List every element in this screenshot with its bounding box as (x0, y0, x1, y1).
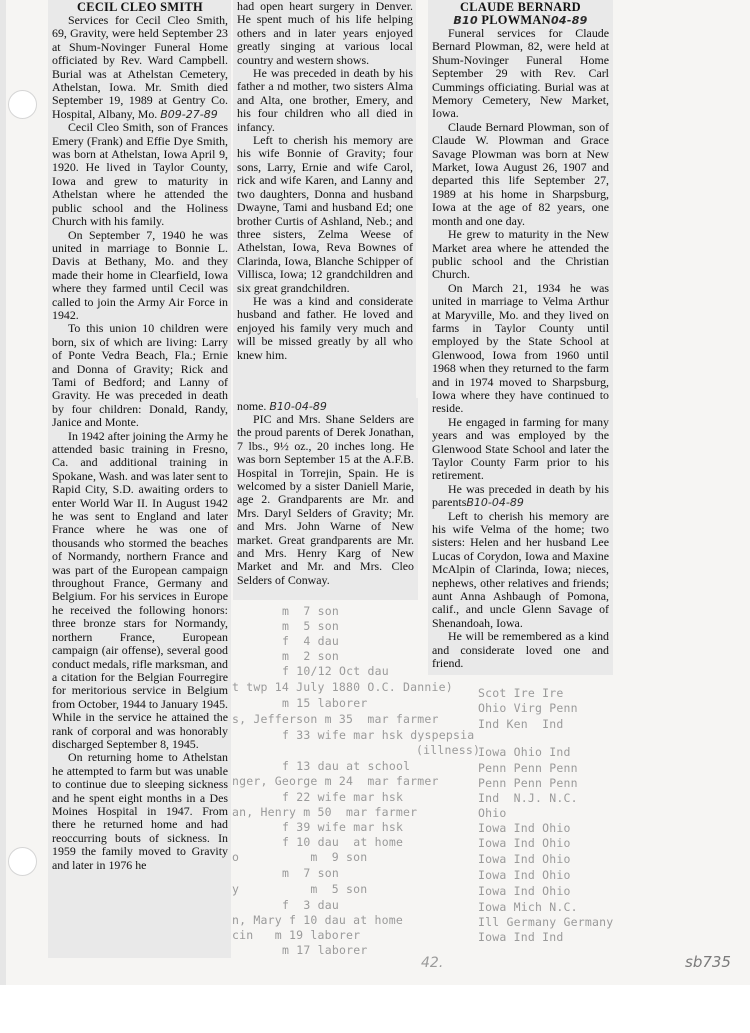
surname-text: PLOWMAN (481, 13, 551, 27)
announcement-paragraph: PIC and Mrs. Shane Selders are the proud parents of Derek Jonathan, 7 lbs., 9½ oz., 20 inches long. He was born September 15 at the A.F.B. Hospital in Torrejin, Spain. He is welcomed by a sister Daniell Marie, age 2. Grandparents are Mr. and Mrs. Daryl Selders of Gravity; Mr. and Mrs. John Warne of New market. Great grandparents are Mr. and Mrs. Henry Karg of New Market and Mr. and Mrs. Cleo Selders of Conway. (237, 412, 414, 587)
census-line: f 4 dau (282, 634, 339, 648)
obituary-paragraph: Left to cherish his memory are his wife Bonnie of Gravity; four sons, Larry, Ernie and wife Carol, rick and wife Karen, and Lanny and two daughters, Donna and husband Dwayne, Tami and husband Ed; one brother Curtis of Ashland, Neb.; and three sisters, Zelma Weese of Athelstan, Iowa, Reva Bownes of Clarinda, Iowa, Blanche Schipper of Villisca, Iowa; 12 grandchildren and six great grandchildren. (237, 133, 413, 295)
census-birthplace: Iowa Ind Ohio (478, 852, 571, 866)
obituary-paragraph: Cecil Cleo Smith, son of Frances Emery (Frank) and Effie Dye Smith, was born at Athelstan, Iowa April 9, 1920. He lived in Taylor County, Iowa and grew to maturity in Athelstan where he attended the public school and the Holiness Church with his family. (52, 120, 228, 229)
census-birthplace: Penn Penn Penn (478, 761, 578, 775)
obituary-paragraph: He will be remembered as a kind and considerate loved one and friend. (432, 629, 609, 671)
census-line: f 13 dau at school (282, 759, 411, 773)
census-birthplace: Iowa Ind Ohio (478, 821, 571, 835)
census-birthplace: Iowa Ind Ohio (478, 836, 571, 850)
obituary-paragraph: On March 21, 1934 he was united in marriage to Velma Arthur at Maryville, Mo. and they lived on farms in Taylor County until employed by the State School at Glenwood, Iowa from 1960 until 1968 when they returned to the farm and in 1974 moved to Sharpsburg, Iowa where they have continued to reside. (432, 280, 609, 416)
census-birthplace: Scot Ire Ire (478, 686, 564, 700)
census-line: m 7 son (282, 604, 339, 618)
obituary-paragraph: Claude Bernard Plowman, son of Claude W. Plowman and Grace Savage Plowman was born at New Market, Iowa August 26, 1907 and departed this life September 27, 1989 at his home in Sharpsburg, Iowa at the age of 82 years, one month and one day. (432, 119, 609, 228)
obituary-paragraph: In 1942 after joining the Army he attended basic training in Fresno, Ca. and additional training in Spokane, Wash. and was later sent to Rapid City, S.D. awaiting orders to enter World War II. In August 1942 he was sent to England and later France where he was one of thousands who stormed the beaches of Normandy, northern France and was part of the European campaign throughout France, Germany and Belgium. For his services in Europe he received the following honors: three bronze stars for Normandy, northern France, European campaign (air offense), several good conduct medals, rifle marksman, and a citation for the Belgian Fourregire for meritorious service in Belgium from October, 1944 to January 1945. While in the service he attained the rank of corporal and was honorably discharged September 8, 1945. (52, 428, 228, 751)
census-birthplace: Ill Germany Germany (478, 915, 614, 929)
obituary-paragraph: He engaged in farming for many years and was employed by the Glenwood State School and later the Taylor County Farm prior to his retirement. (432, 414, 609, 483)
obituary-cecil-smith (48, 0, 231, 958)
obituary-paragraph (432, 483, 609, 510)
obituary-paragraph (52, 14, 228, 121)
census-line: s, Jefferson m 35 mar farmer (232, 712, 439, 726)
census-line: f 10 dau at home (282, 835, 404, 849)
binder-hole-bottom (8, 847, 37, 876)
paragraph-text: He was preceded in death by his parents (432, 481, 609, 510)
page-gutter (0, 0, 6, 985)
obituary-paragraph: had open heart surgery in Denver. He spent much of his life helping others and in later years enjoyed greatly singing at various local country and western shows. (237, 0, 413, 67)
obituary-paragraph: To this union 10 children were born, six of which are living: Larry of Ponte Vedra Beach, Fla.; Ernie and Donna of Gravity; Rick and Tami of Bedford; and Lanny of Gravity. He was preceded in death by four children: Donald, Randy, Janice and Monte. (52, 321, 228, 430)
census-line: n, Mary f 10 dau at home (232, 913, 403, 927)
handwritten-date: B10-04-89 (466, 496, 524, 510)
census-birthplace: Ohio Virg Penn (478, 701, 578, 715)
census-birthplace: Penn Penn Penn (478, 776, 578, 790)
census-birthplace: Ohio (478, 806, 507, 820)
census-line: (illness) (416, 743, 481, 757)
census-birthplace: Iowa Mich N.C. (478, 900, 578, 914)
obituary-heading: CECIL CLEO SMITH (77, 0, 203, 14)
census-line: f 33 wife mar hsk dyspepsia (282, 728, 475, 742)
obituary-cecil-smith-continued (233, 0, 416, 410)
obituary-paragraph: Left to cherish his memory are his wife Velma of the home; two sisters: Helen and her husband Lee Lucas of Corydon, Iowa and Maxine McAlpin of Clarinda, Iowa; nieces, nephews, other relatives and friends; aunt Anna Ashbaugh of Pomona, calif., and uncle Glenn Savage of Shenandoah, Iowa. (432, 508, 609, 630)
census-line: nger, George m 24 mar farmer (232, 774, 439, 788)
census-line: cin m 19 laborer (232, 928, 361, 942)
birth-announcement-selders (233, 398, 418, 600)
census-birthplace: Iowa Ohio Ind (478, 745, 571, 759)
census-line: y m 5 son (232, 882, 368, 896)
census-line: o m 9 son (232, 850, 368, 864)
census-birthplace: Ind Ken Ind (478, 717, 564, 731)
census-line: f 3 dau (282, 898, 339, 912)
obituary-paragraph: He grew to maturity in the New Market area where he attended the public school and the Christian Church. (432, 227, 609, 282)
obituary-paragraph: Funeral services for Claude Bernard Plowman, 82, were held at Shum-Novinger Funeral Home September 29 with Rev. Carl Cummings officiating. Burial was at Memory Cemetery, New Market, Iowa. (432, 26, 609, 121)
handwritten-prefix: B10 (453, 14, 478, 27)
census-line: f 22 wife mar hsk (282, 790, 404, 804)
census-line: m 7 son (282, 866, 339, 880)
census-line: f 10/12 Oct dau (282, 664, 389, 678)
handwritten-date: B10-04-89 (269, 400, 327, 413)
census-birthplace: Iowa Ind Ind (478, 930, 564, 944)
handwritten-date: 04-89 (550, 14, 588, 27)
page-number: 42. (421, 955, 444, 971)
census-birthplace: Iowa Ind Ohio (478, 884, 571, 898)
obituary-heading: CLAUDE BERNARD (460, 0, 581, 14)
census-line: m 15 laborer (282, 696, 368, 710)
obituary-paragraph: On returning home to Athelstan he attempted to farm but was unable to continue due to sleeping sickness and he spent eight months in a Des Moines Hospital in 1947. From there he returned home and had reoccurring bouts of sickness. In 1959 the family moved to Gravity and later in 1976 he (52, 750, 228, 872)
fragment-text: nome. (237, 399, 267, 413)
obituary-paragraph: On September 7, 1940 he was united in marriage to Bonnie L. Davis at Bethany, Mo. and they made their home in Clearfield, Iowa where they farmed until Cecil was called to join the Army Air Force in 1942. (52, 227, 228, 322)
obituary-claude-plowman (428, 0, 613, 675)
census-birthplace: Ind N.J. N.C. (478, 791, 578, 805)
census-birthplace: Iowa Ind Ohio (478, 868, 571, 882)
reference-mark: sb735 (685, 953, 731, 971)
obituary-paragraph: He was a kind and considerate husband and father. He loved and enjoyed his family very much and will be missed greatly by all who knew him. (237, 293, 413, 362)
census-line: f 39 wife mar hsk (282, 820, 404, 834)
census-line: an, Henry m 50 mar farmer (232, 805, 418, 819)
handwritten-date: B09-27-89 (160, 107, 218, 121)
census-line: m 17 laborer (282, 943, 368, 957)
paragraph-text: Services for Cecil Cleo Smith, 69, Gravity, were held September 23 at Shum-Novinger Funeral Home officiated by Rev. Ward Campbell. Burial was at Athelstan Cemetery, Athelstan, Iowa. Mr. Smith died September 19, 1989 at Gentry Co. Hospital, Albany, Mo. (52, 13, 228, 121)
obituary-paragraph: He was preceded in death by his father a nd mother, two sisters Alma and Alta, one brother, Emery, and his four children who all died in infancy. (237, 66, 413, 134)
census-line: t twp 14 July 1880 O.C. Dannie) (232, 680, 453, 694)
census-line: m 2 son (282, 649, 339, 663)
census-line: m 5 son (282, 619, 339, 633)
binder-hole-top (8, 90, 37, 119)
